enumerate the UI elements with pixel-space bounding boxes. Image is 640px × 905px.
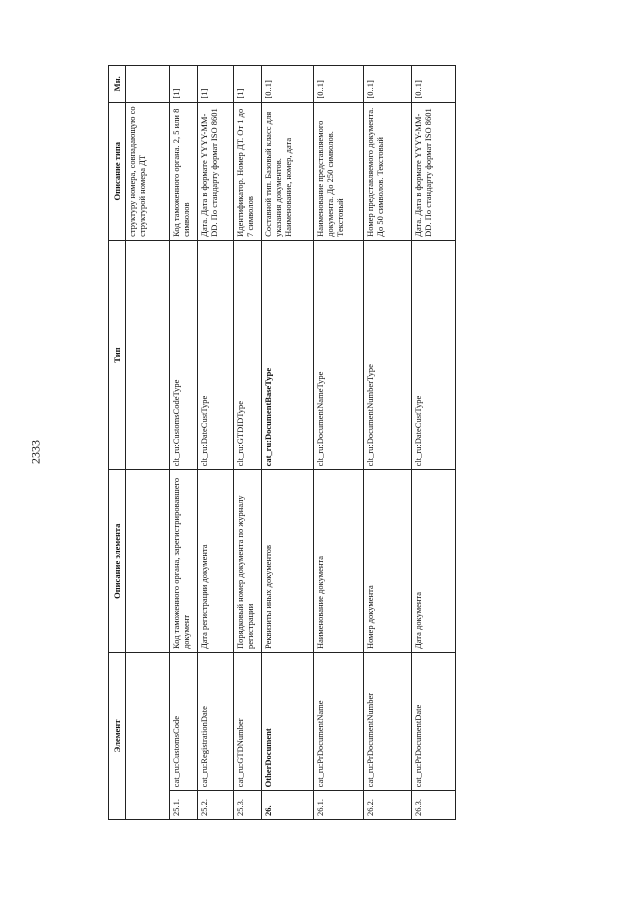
row-description: Код таможенного органа, зарегистрировавшего документ bbox=[170, 470, 198, 653]
row-number: 25.3. bbox=[234, 791, 262, 820]
row-type-description: Наименование представляемого документа. До 250 символов. Текстовый bbox=[314, 102, 364, 240]
row-multiplicity: [0..1] bbox=[262, 66, 314, 103]
row-type-description: Составной тип. Базовый класс для указания документов. Наименование, номер, дата bbox=[262, 102, 314, 240]
continuation-row bbox=[126, 66, 170, 820]
page-number: 2333 bbox=[28, 440, 43, 464]
table-row bbox=[412, 66, 456, 820]
row-number: 26.3. bbox=[412, 791, 456, 820]
row-number: 25.2. bbox=[198, 791, 234, 820]
row-multiplicity: [0..1] bbox=[314, 66, 364, 103]
row-description: Дата документа bbox=[412, 470, 456, 653]
header-type: Тип bbox=[109, 240, 126, 470]
table-header-row bbox=[109, 66, 126, 820]
row-element: OtherDocument bbox=[262, 653, 314, 791]
row-description: Порядковый номер документа по журналу регистрации bbox=[234, 470, 262, 653]
table-row bbox=[314, 66, 364, 820]
continuation-element-cell bbox=[126, 653, 170, 820]
row-description: Наименование документа bbox=[314, 470, 364, 653]
table-row bbox=[198, 66, 234, 820]
row-number: 26.1. bbox=[314, 791, 364, 820]
row-type: clt_ru:CustomsCodeType bbox=[170, 240, 198, 470]
rotated-table-wrapper bbox=[108, 65, 433, 820]
row-description: Реквизиты иных документов bbox=[262, 470, 314, 653]
row-type: clt_ru:DocumentNumberType bbox=[364, 240, 412, 470]
table-row bbox=[364, 66, 412, 820]
table-row bbox=[262, 66, 314, 820]
row-element: cat_ru:PrDocumentName bbox=[314, 653, 364, 791]
row-multiplicity: [1] bbox=[234, 66, 262, 103]
header-description: Описание элемента bbox=[109, 470, 126, 653]
row-type: cat_ru:DocumentBaseType bbox=[262, 240, 314, 470]
header-multiplicity: Мн. bbox=[109, 66, 126, 103]
row-number: 26. bbox=[262, 791, 314, 820]
row-number: 25.1. bbox=[170, 791, 198, 820]
row-type-description: Дата. Дата в формате YYYY-MM-DD. По стандарту формат ISO 8601 bbox=[412, 102, 456, 240]
table-row bbox=[234, 66, 262, 820]
row-type-description: Идентификатор. Номер ДТ. От 1 до 7 символов bbox=[234, 102, 262, 240]
row-type: clt_ru:DocumentNameType bbox=[314, 240, 364, 470]
continuation-mult-cell bbox=[126, 66, 170, 103]
continuation-desc-cell bbox=[126, 470, 170, 653]
row-description: Дата регистрации документа bbox=[198, 470, 234, 653]
header-type-description: Описание типа bbox=[109, 102, 126, 240]
table-row bbox=[170, 66, 198, 820]
row-type: clt_ru:GTDIDType bbox=[234, 240, 262, 470]
row-multiplicity: [0..1] bbox=[364, 66, 412, 103]
row-element: cat_ru:GTDNumber bbox=[234, 653, 262, 791]
row-type-description: Дата. Дата в формате YYYY-MM-DD. По стандарту формат ISO 8601 bbox=[198, 102, 234, 240]
row-number: 26.2. bbox=[364, 791, 412, 820]
header-element: Элемент bbox=[109, 653, 126, 820]
row-type-description: Код таможенного органа. 2, 5 или 8 символов bbox=[170, 102, 198, 240]
row-type: clt_ru:DateCustType bbox=[198, 240, 234, 470]
row-type-description: Номер представляемого документа. До 50 символов. Текстовый bbox=[364, 102, 412, 240]
row-type: clt_ru:DateCustType bbox=[412, 240, 456, 470]
element-table bbox=[108, 65, 456, 820]
row-multiplicity: [1] bbox=[170, 66, 198, 103]
continuation-type-desc: структуру номера, совпадающую со структурой номера ДТ bbox=[126, 102, 170, 240]
continuation-type-cell bbox=[126, 240, 170, 470]
row-element: cat_ru:PrDocumentDate bbox=[412, 653, 456, 791]
row-description: Номер документа bbox=[364, 470, 412, 653]
row-element: cat_ru:RegistrationDate bbox=[198, 653, 234, 791]
row-multiplicity: [0..1] bbox=[412, 66, 456, 103]
row-element: cat_ru:PrDocumentNumber bbox=[364, 653, 412, 791]
row-multiplicity: [1] bbox=[198, 66, 234, 103]
row-element: cat_ru:CustomsCode bbox=[170, 653, 198, 791]
